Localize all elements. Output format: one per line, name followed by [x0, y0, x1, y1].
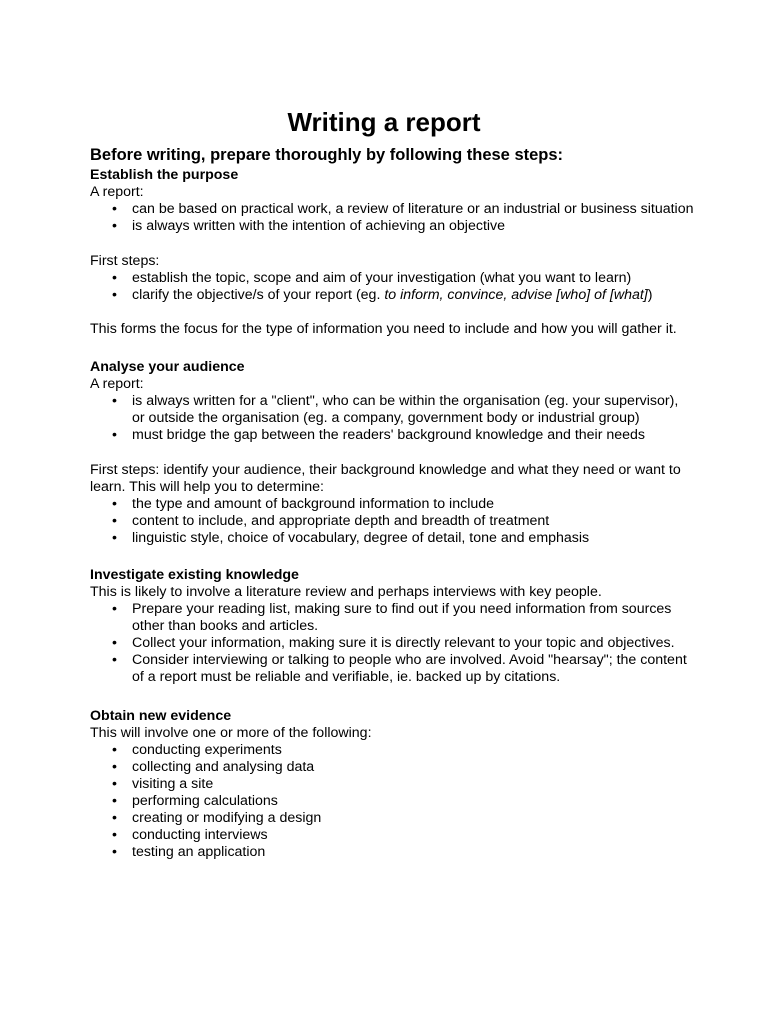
section-intro: This is likely to involve a literature review and perhaps interviews with key people. [90, 584, 602, 600]
bullet-list [90, 201, 694, 235]
paragraph: This forms the focus for the type of information you need to include and how you will gather it. [90, 321, 677, 337]
section-heading: Analyse your audience [90, 359, 245, 375]
section-investigate-knowledge [90, 567, 690, 686]
list-item: • conducting interviews [90, 827, 690, 844]
step-italic-text: to inform, convince, advise [who] of [what] [384, 287, 648, 303]
list-item: • creating or modifying a design [90, 810, 690, 827]
section-heading: Establish the purpose [90, 167, 239, 183]
list-item: • Consider interviewing or talking to people who are involved. Avoid "hearsay"; the content of a report must be reliable and verifiable, ie. backed up by citations. [90, 652, 692, 686]
bullet-list [90, 742, 690, 861]
section-obtain-evidence [90, 708, 690, 861]
section-first-steps [90, 253, 690, 304]
list-item: • Collect your information, making sure it is directly relevant to your topic and objectives. [90, 635, 690, 652]
paragraph-line: First steps: identify your audience, their background knowledge and what they need or want to [90, 462, 681, 478]
list-item: • can be based on practical work, a review of literature or an industrial or business situation [90, 201, 690, 218]
bullet-list [90, 270, 690, 304]
list-item: • the type and amount of background information to include [90, 496, 690, 513]
section-audience-steps [90, 462, 690, 547]
page-title: Writing a report [287, 107, 481, 137]
section-intro: A report: [90, 376, 144, 392]
list-item: • testing an application [90, 844, 690, 861]
first-steps-label: First steps: [90, 253, 160, 269]
step-text-end: ) [647, 287, 653, 303]
list-item: • linguistic style, choice of vocabulary, degree of detail, tone and emphasis [90, 530, 690, 547]
focus-paragraph [90, 321, 690, 338]
section-intro: This will involve one or more of the following: [90, 725, 372, 741]
list-item: • is always written with the intention of achieving an objective [90, 218, 690, 235]
bullet-list [90, 601, 690, 686]
list-item: • establish the topic, scope and aim of your investigation (what you want to learn) [90, 270, 690, 287]
list-item: • content to include, and appropriate depth and breadth of treatment [90, 513, 690, 530]
list-item: • Prepare your reading list, making sure to find out if you need information from sources other than books and articles. [90, 601, 692, 635]
section-heading: Investigate existing knowledge [90, 567, 299, 583]
list-item [90, 287, 690, 304]
section-intro: A report: [90, 184, 144, 200]
list-item: • performing calculations [90, 793, 690, 810]
section-heading: Obtain new evidence [90, 708, 232, 724]
section-establish-purpose [90, 167, 694, 235]
list-item: • visiting a site [90, 776, 690, 793]
list-item: • must bridge the gap between the readers' background knowledge and their needs [90, 427, 690, 444]
paragraph-line: learn. This will help you to determine: [90, 479, 324, 495]
bullet-list [90, 393, 690, 444]
list-item: • is always written for a "client", who can be within the organisation (eg. your supervisor), or outside the organisation (eg. a company, government body or industrial group) [90, 393, 692, 427]
bullet-list [90, 496, 690, 547]
section-analyse-audience [90, 359, 690, 444]
list-item: • collecting and analysing data [90, 759, 690, 776]
list-item: • conducting experiments [90, 742, 690, 759]
step-text: clarify the objective/s of your report (eg. [132, 287, 385, 303]
page-subtitle: Before writing, prepare thoroughly by following these steps: [90, 146, 564, 164]
